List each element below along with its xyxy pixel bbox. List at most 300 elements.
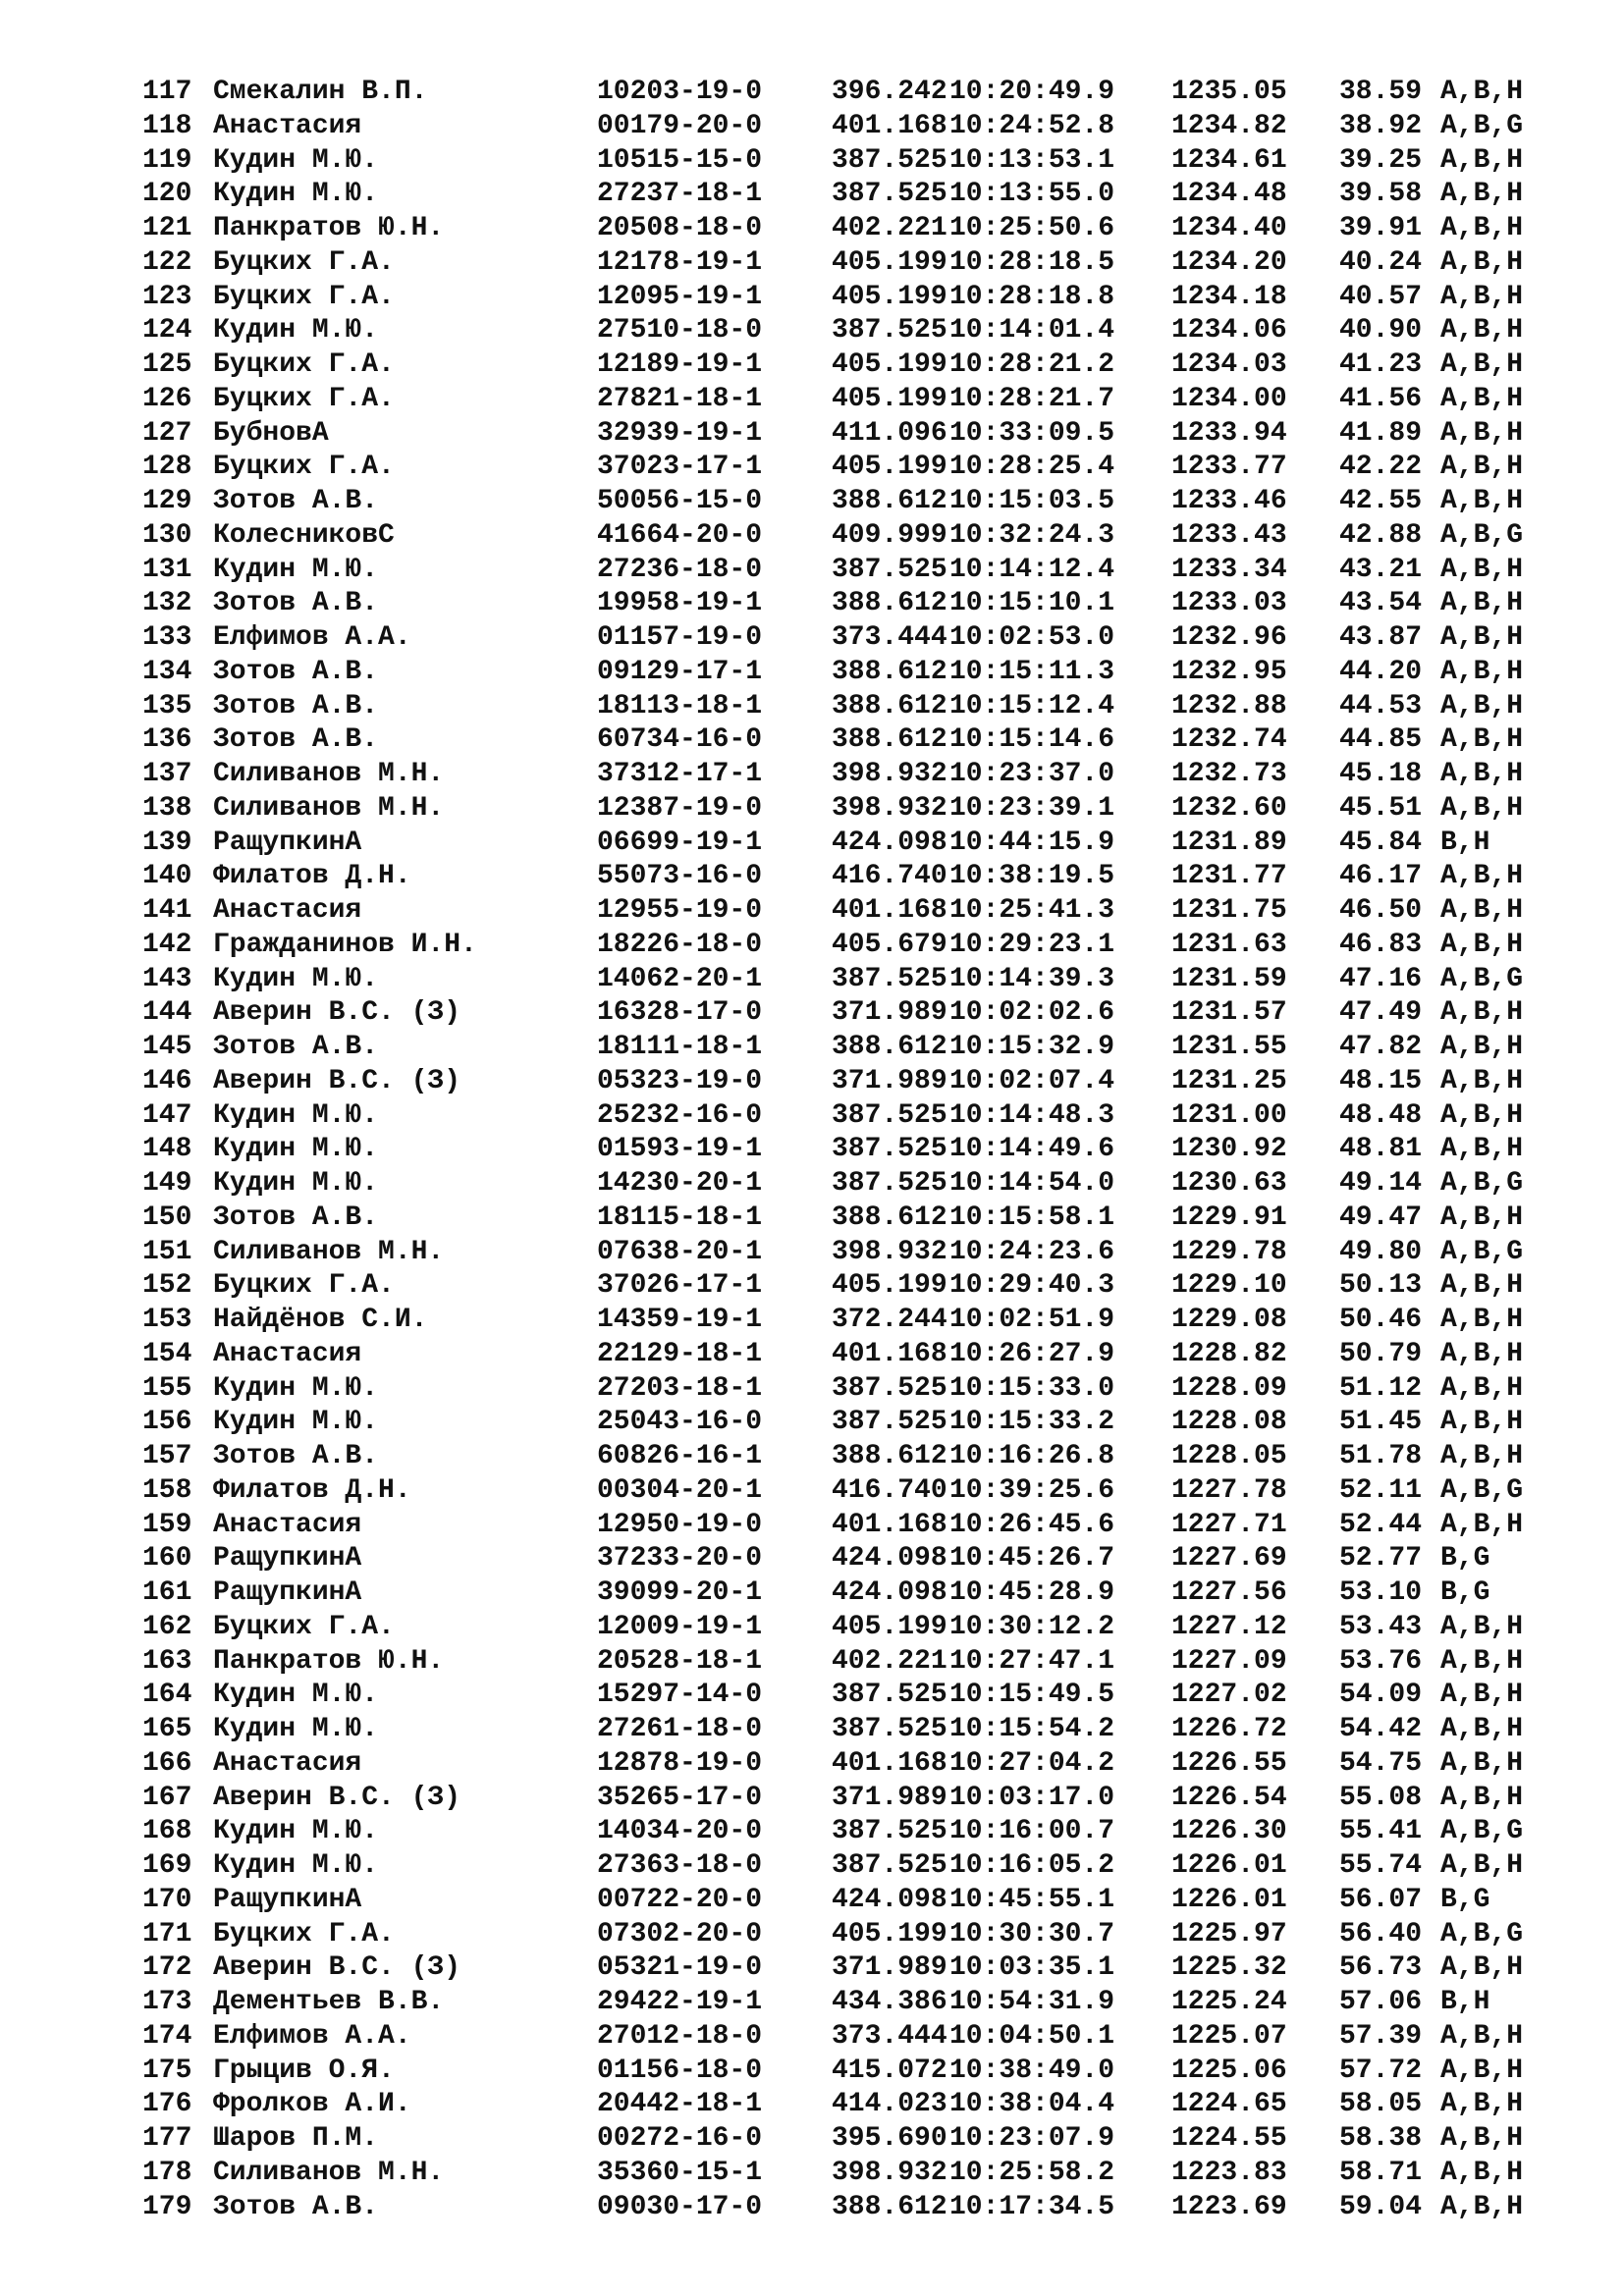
points: 52.44: [1339, 1509, 1423, 1540]
points: 42.55: [1339, 486, 1423, 516]
flags: A,B,H: [1440, 929, 1524, 960]
arrival-time: 10:14:48.3: [949, 1099, 1115, 1131]
ring-number: 20442-18-1: [597, 2089, 763, 2120]
arrival-time: 10:23:07.9: [949, 2123, 1115, 2154]
fancier-name: Грыцив О.Я.: [213, 2055, 395, 2086]
place-number: 161: [142, 1577, 192, 1608]
ring-number: 27236-18-0: [597, 554, 763, 585]
points: 44.53: [1339, 690, 1423, 721]
place-number: 125: [142, 349, 192, 380]
points: 45.84: [1339, 827, 1423, 858]
arrival-time: 10:02:51.9: [949, 1305, 1115, 1335]
fancier-name: Анастасия: [213, 1747, 362, 1779]
place-number: 119: [142, 144, 192, 176]
flags: A,B,H: [1440, 1099, 1524, 1131]
fancier-name: Аверин В.С. (З): [213, 1782, 461, 1813]
flags: A,B,H: [1440, 1407, 1524, 1438]
speed: 1225.06: [1171, 2055, 1287, 2086]
speed: 1234.82: [1171, 110, 1287, 141]
ring-number: 27237-18-1: [597, 179, 763, 210]
flags: A,B,H: [1440, 861, 1524, 892]
flags: A,B,H: [1440, 179, 1524, 210]
points: 48.15: [1339, 1065, 1423, 1096]
arrival-time: 10:15:33.0: [949, 1372, 1115, 1404]
speed: 1234.48: [1171, 179, 1287, 210]
arrival-time: 10:27:04.2: [949, 1747, 1115, 1779]
arrival-time: 10:25:50.6: [949, 213, 1115, 243]
arrival-time: 10:14:12.4: [949, 554, 1115, 585]
ring-number: 01593-19-1: [597, 1134, 763, 1165]
speed: 1229.08: [1171, 1305, 1287, 1335]
place-number: 171: [142, 1918, 192, 1949]
flags: A,B,H: [1440, 1201, 1524, 1233]
points: 38.92: [1339, 110, 1423, 141]
distance: 387.525: [832, 963, 947, 994]
arrival-time: 10:14:49.6: [949, 1134, 1115, 1165]
points: 38.59: [1339, 77, 1423, 107]
distance: 387.525: [832, 1134, 947, 1165]
fancier-name: Буцких Г.А.: [213, 452, 395, 483]
flags: A,B,H: [1440, 1680, 1524, 1711]
speed: 1229.10: [1171, 1270, 1287, 1302]
flags: A,B,G: [1440, 1816, 1524, 1847]
arrival-time: 10:28:25.4: [949, 452, 1115, 483]
distance: 398.932: [832, 1236, 947, 1267]
place-number: 176: [142, 2089, 192, 2120]
fancier-name: Елфимов А.А.: [213, 622, 411, 653]
distance: 405.679: [832, 929, 947, 960]
fancier-name: Елфимов А.А.: [213, 2020, 411, 2052]
points: 56.40: [1339, 1918, 1423, 1949]
ring-number: 12178-19-1: [597, 246, 763, 278]
speed: 1227.69: [1171, 1543, 1287, 1575]
speed: 1226.54: [1171, 1782, 1287, 1813]
ring-number: 41664-20-0: [597, 519, 763, 551]
flags: A,B,H: [1440, 554, 1524, 585]
place-number: 133: [142, 622, 192, 653]
arrival-time: 10:15:54.2: [949, 1714, 1115, 1744]
fancier-name: Зотов А.В.: [213, 588, 379, 619]
flags: A,B,H: [1440, 895, 1524, 926]
distance: 405.199: [832, 281, 947, 312]
fancier-name: РащупкинА: [213, 827, 362, 858]
arrival-time: 10:02:02.6: [949, 997, 1115, 1029]
speed: 1227.12: [1171, 1611, 1287, 1642]
ring-number: 20508-18-0: [597, 213, 763, 243]
flags: A,B,H: [1440, 213, 1524, 243]
ring-number: 05321-19-0: [597, 1952, 763, 1984]
fancier-name: Панкратов Ю.Н.: [213, 1645, 445, 1677]
points: 40.24: [1339, 246, 1423, 278]
fancier-name: Буцких Г.А.: [213, 281, 395, 312]
ring-number: 12095-19-1: [597, 281, 763, 312]
flags: A,B,H: [1440, 792, 1524, 824]
ring-number: 35265-17-0: [597, 1782, 763, 1813]
fancier-name: Анастасия: [213, 895, 362, 926]
points: 41.89: [1339, 417, 1423, 449]
points: 51.45: [1339, 1407, 1423, 1438]
place-number: 126: [142, 383, 192, 414]
arrival-time: 10:20:49.9: [949, 77, 1115, 107]
fancier-name: Буцких Г.А.: [213, 1611, 395, 1642]
place-number: 146: [142, 1065, 192, 1096]
arrival-time: 10:44:15.9: [949, 827, 1115, 858]
distance: 405.199: [832, 1611, 947, 1642]
flags: A,B,H: [1440, 1611, 1524, 1642]
points: 45.51: [1339, 792, 1423, 824]
points: 44.85: [1339, 724, 1423, 756]
points: 55.74: [1339, 1850, 1423, 1881]
distance: 387.525: [832, 1099, 947, 1131]
fancier-name: Филатов Д.Н.: [213, 1474, 411, 1506]
ring-number: 22129-18-1: [597, 1338, 763, 1369]
points: 41.23: [1339, 349, 1423, 380]
points: 55.41: [1339, 1816, 1423, 1847]
place-number: 121: [142, 213, 192, 243]
place-number: 117: [142, 77, 192, 107]
place-number: 178: [142, 2157, 192, 2188]
speed: 1229.78: [1171, 1236, 1287, 1267]
place-number: 155: [142, 1372, 192, 1404]
speed: 1232.88: [1171, 690, 1287, 721]
flags: A,B,H: [1440, 2020, 1524, 2052]
speed: 1226.01: [1171, 1884, 1287, 1915]
flags: B,G: [1440, 1884, 1490, 1915]
ring-number: 27510-18-0: [597, 315, 763, 347]
fancier-name: Силиванов М.Н.: [213, 792, 445, 824]
ring-number: 39099-20-1: [597, 1577, 763, 1608]
speed: 1227.02: [1171, 1680, 1287, 1711]
place-number: 130: [142, 519, 192, 551]
speed: 1234.03: [1171, 349, 1287, 380]
ring-number: 18226-18-0: [597, 929, 763, 960]
ring-number: 00272-16-0: [597, 2123, 763, 2154]
speed: 1223.69: [1171, 2191, 1287, 2222]
place-number: 149: [142, 1168, 192, 1199]
distance: 387.525: [832, 179, 947, 210]
distance: 371.989: [832, 1952, 947, 1984]
fancier-name: РащупкинА: [213, 1884, 362, 1915]
speed: 1232.74: [1171, 724, 1287, 756]
speed: 1234.00: [1171, 383, 1287, 414]
fancier-name: Аверин В.С. (З): [213, 1952, 461, 1984]
speed: 1226.30: [1171, 1816, 1287, 1847]
place-number: 148: [142, 1134, 192, 1165]
ring-number: 37023-17-1: [597, 452, 763, 483]
fancier-name: Кудин М.Ю.: [213, 1099, 379, 1131]
arrival-time: 10:15:03.5: [949, 486, 1115, 516]
speed: 1234.40: [1171, 213, 1287, 243]
distance: 371.989: [832, 1782, 947, 1813]
arrival-time: 10:03:17.0: [949, 1782, 1115, 1813]
flags: B,H: [1440, 1987, 1490, 2017]
flags: A,B,H: [1440, 2089, 1524, 2120]
arrival-time: 10:45:55.1: [949, 1884, 1115, 1915]
flags: A,B,G: [1440, 110, 1524, 141]
speed: 1233.43: [1171, 519, 1287, 551]
flags: A,B,H: [1440, 1645, 1524, 1677]
place-number: 141: [142, 895, 192, 926]
fancier-name: Кудин М.Ю.: [213, 1850, 379, 1881]
points: 58.38: [1339, 2123, 1423, 2154]
fancier-name: Силиванов М.Н.: [213, 759, 445, 789]
speed: 1225.97: [1171, 1918, 1287, 1949]
distance: 424.098: [832, 1577, 947, 1608]
arrival-time: 10:15:33.2: [949, 1407, 1115, 1438]
ring-number: 25043-16-0: [597, 1407, 763, 1438]
distance: 415.072: [832, 2055, 947, 2086]
arrival-time: 10:38:49.0: [949, 2055, 1115, 2086]
place-number: 166: [142, 1747, 192, 1779]
points: 50.13: [1339, 1270, 1423, 1302]
speed: 1233.94: [1171, 417, 1287, 449]
place-number: 120: [142, 179, 192, 210]
arrival-time: 10:26:27.9: [949, 1338, 1115, 1369]
place-number: 174: [142, 2020, 192, 2052]
flags: A,B,H: [1440, 1372, 1524, 1404]
place-number: 167: [142, 1782, 192, 1813]
distance: 387.525: [832, 1168, 947, 1199]
arrival-time: 10:30:12.2: [949, 1611, 1115, 1642]
speed: 1234.06: [1171, 315, 1287, 347]
distance: 416.740: [832, 861, 947, 892]
flags: B,G: [1440, 1577, 1490, 1608]
points: 47.16: [1339, 963, 1423, 994]
speed: 1231.89: [1171, 827, 1287, 858]
distance: 388.612: [832, 1032, 947, 1062]
speed: 1227.56: [1171, 1577, 1287, 1608]
points: 46.50: [1339, 895, 1423, 926]
speed: 1231.75: [1171, 895, 1287, 926]
fancier-name: Кудин М.Ю.: [213, 554, 379, 585]
fancier-name: Кудин М.Ю.: [213, 179, 379, 210]
place-number: 159: [142, 1509, 192, 1540]
flags: A,B,G: [1440, 1474, 1524, 1506]
distance: 398.932: [832, 2157, 947, 2188]
speed: 1231.63: [1171, 929, 1287, 960]
flags: A,B,H: [1440, 486, 1524, 516]
distance: 424.098: [832, 827, 947, 858]
fancier-name: Буцких Г.А.: [213, 1918, 395, 1949]
ring-number: 18115-18-1: [597, 1201, 763, 1233]
points: 50.46: [1339, 1305, 1423, 1335]
fancier-name: Кудин М.Ю.: [213, 315, 379, 347]
points: 45.18: [1339, 759, 1423, 789]
place-number: 164: [142, 1680, 192, 1711]
points: 54.09: [1339, 1680, 1423, 1711]
flags: A,B,H: [1440, 656, 1524, 687]
distance: 402.221: [832, 1645, 947, 1677]
place-number: 158: [142, 1474, 192, 1506]
place-number: 170: [142, 1884, 192, 1915]
speed: 1227.78: [1171, 1474, 1287, 1506]
flags: A,B,H: [1440, 315, 1524, 347]
arrival-time: 10:29:23.1: [949, 929, 1115, 960]
speed: 1232.95: [1171, 656, 1287, 687]
points: 42.88: [1339, 519, 1423, 551]
speed: 1230.92: [1171, 1134, 1287, 1165]
points: 47.82: [1339, 1032, 1423, 1062]
ring-number: 07638-20-1: [597, 1236, 763, 1267]
fancier-name: Шаров П.М.: [213, 2123, 379, 2154]
points: 56.07: [1339, 1884, 1423, 1915]
distance: 387.525: [832, 554, 947, 585]
speed: 1232.60: [1171, 792, 1287, 824]
speed: 1232.96: [1171, 622, 1287, 653]
speed: 1227.09: [1171, 1645, 1287, 1677]
flags: A,B,H: [1440, 452, 1524, 483]
distance: 401.168: [832, 1509, 947, 1540]
points: 49.47: [1339, 1201, 1423, 1233]
ring-number: 12878-19-0: [597, 1747, 763, 1779]
place-number: 165: [142, 1714, 192, 1744]
points: 39.25: [1339, 144, 1423, 176]
fancier-name: Кудин М.Ю.: [213, 963, 379, 994]
distance: 401.168: [832, 1747, 947, 1779]
place-number: 132: [142, 588, 192, 619]
ring-number: 14359-19-1: [597, 1305, 763, 1335]
points: 51.12: [1339, 1372, 1423, 1404]
ring-number: 25232-16-0: [597, 1099, 763, 1131]
fancier-name: Буцких Г.А.: [213, 349, 395, 380]
arrival-time: 10:45:28.9: [949, 1577, 1115, 1608]
ring-number: 20528-18-1: [597, 1645, 763, 1677]
speed: 1223.83: [1171, 2157, 1287, 2188]
speed: 1224.55: [1171, 2123, 1287, 2154]
ring-number: 27363-18-0: [597, 1850, 763, 1881]
ring-number: 10203-19-0: [597, 77, 763, 107]
fancier-name: Зотов А.В.: [213, 486, 379, 516]
ring-number: 00179-20-0: [597, 110, 763, 141]
distance: 387.525: [832, 1407, 947, 1438]
place-number: 118: [142, 110, 192, 141]
points: 58.71: [1339, 2157, 1423, 2188]
arrival-time: 10:15:58.1: [949, 1201, 1115, 1233]
distance: 388.612: [832, 486, 947, 516]
speed: 1228.05: [1171, 1441, 1287, 1471]
place-number: 150: [142, 1201, 192, 1233]
place-number: 140: [142, 861, 192, 892]
points: 47.49: [1339, 997, 1423, 1029]
ring-number: 16328-17-0: [597, 997, 763, 1029]
points: 51.78: [1339, 1441, 1423, 1471]
fancier-name: Фролков А.И.: [213, 2089, 411, 2120]
speed: 1233.34: [1171, 554, 1287, 585]
arrival-time: 10:15:49.5: [949, 1680, 1115, 1711]
distance: 373.444: [832, 622, 947, 653]
fancier-name: Кудин М.Ю.: [213, 1407, 379, 1438]
distance: 405.199: [832, 246, 947, 278]
place-number: 179: [142, 2191, 192, 2222]
arrival-time: 10:03:35.1: [949, 1952, 1115, 1984]
place-number: 138: [142, 792, 192, 824]
flags: A,B,H: [1440, 417, 1524, 449]
fancier-name: Буцких Г.А.: [213, 246, 395, 278]
ring-number: 55073-16-0: [597, 861, 763, 892]
fancier-name: Кудин М.Ю.: [213, 1168, 379, 1199]
ring-number: 37312-17-1: [597, 759, 763, 789]
flags: A,B,H: [1440, 759, 1524, 789]
flags: A,B,H: [1440, 246, 1524, 278]
arrival-time: 10:15:32.9: [949, 1032, 1115, 1062]
arrival-time: 10:54:31.9: [949, 1987, 1115, 2017]
arrival-time: 10:16:05.2: [949, 1850, 1115, 1881]
speed: 1225.07: [1171, 2020, 1287, 2052]
distance: 371.989: [832, 997, 947, 1029]
fancier-name: Смекалин В.П.: [213, 77, 428, 107]
distance: 405.199: [832, 1918, 947, 1949]
arrival-time: 10:39:25.6: [949, 1474, 1115, 1506]
place-number: 136: [142, 724, 192, 756]
fancier-name: Зотов А.В.: [213, 690, 379, 721]
flags: A,B,H: [1440, 1065, 1524, 1096]
speed: 1235.05: [1171, 77, 1287, 107]
place-number: 173: [142, 1987, 192, 2017]
flags: A,B,H: [1440, 622, 1524, 653]
flags: A,B,H: [1440, 588, 1524, 619]
points: 57.72: [1339, 2055, 1423, 2086]
fancier-name: Кудин М.Ю.: [213, 144, 379, 176]
flags: A,B,H: [1440, 281, 1524, 312]
place-number: 131: [142, 554, 192, 585]
ring-number: 01157-19-0: [597, 622, 763, 653]
flags: A,B,G: [1440, 1236, 1524, 1267]
distance: 405.199: [832, 1270, 947, 1302]
speed: 1234.18: [1171, 281, 1287, 312]
ring-number: 07302-20-0: [597, 1918, 763, 1949]
arrival-time: 10:28:18.5: [949, 246, 1115, 278]
arrival-time: 10:29:40.3: [949, 1270, 1115, 1302]
arrival-time: 10:15:14.6: [949, 724, 1115, 756]
ring-number: 37026-17-1: [597, 1270, 763, 1302]
speed: 1231.77: [1171, 861, 1287, 892]
place-number: 172: [142, 1952, 192, 1984]
fancier-name: КолесниковС: [213, 519, 395, 551]
arrival-time: 10:28:18.8: [949, 281, 1115, 312]
place-number: 128: [142, 452, 192, 483]
points: 48.48: [1339, 1099, 1423, 1131]
ring-number: 27261-18-0: [597, 1714, 763, 1744]
flags: A,B,H: [1440, 1305, 1524, 1335]
fancier-name: Кудин М.Ю.: [213, 1134, 379, 1165]
speed: 1225.24: [1171, 1987, 1287, 2017]
arrival-time: 10:15:11.3: [949, 656, 1115, 687]
distance: 416.740: [832, 1474, 947, 1506]
ring-number: 29422-19-1: [597, 1987, 763, 2017]
place-number: 152: [142, 1270, 192, 1302]
fancier-name: Буцких Г.А.: [213, 383, 395, 414]
points: 54.42: [1339, 1714, 1423, 1744]
speed: 1228.08: [1171, 1407, 1287, 1438]
ring-number: 05323-19-0: [597, 1065, 763, 1096]
place-number: 156: [142, 1407, 192, 1438]
arrival-time: 10:28:21.7: [949, 383, 1115, 414]
place-number: 145: [142, 1032, 192, 1062]
points: 42.22: [1339, 452, 1423, 483]
speed: 1232.73: [1171, 759, 1287, 789]
points: 46.83: [1339, 929, 1423, 960]
arrival-time: 10:32:24.3: [949, 519, 1115, 551]
arrival-time: 10:38:04.4: [949, 2089, 1115, 2120]
speed: 1233.77: [1171, 452, 1287, 483]
arrival-time: 10:14:01.4: [949, 315, 1115, 347]
flags: A,B,H: [1440, 1338, 1524, 1369]
arrival-time: 10:28:21.2: [949, 349, 1115, 380]
fancier-name: Зотов А.В.: [213, 1201, 379, 1233]
distance: 414.023: [832, 2089, 947, 2120]
place-number: 137: [142, 759, 192, 789]
flags: A,B,G: [1440, 1918, 1524, 1949]
